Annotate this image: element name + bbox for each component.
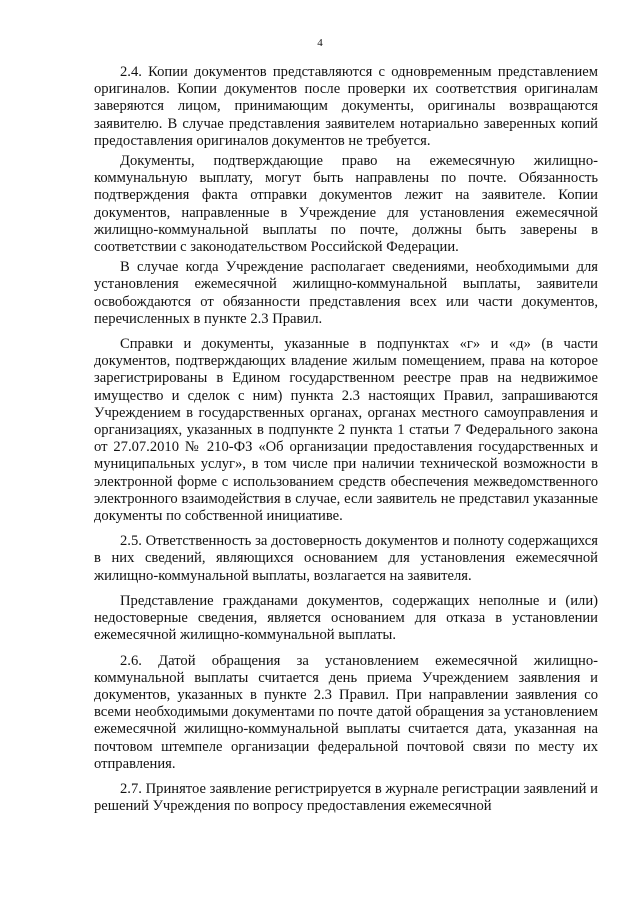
paragraph-2-5: 2.5. Ответственность за достоверность документов и полноту содержащихся в них сведений, являющихся основанием для установления ежемесячной жилищно-коммунальной выплаты, возлагается на заявителя. (94, 533, 598, 584)
page-number: 4 (317, 37, 323, 49)
paragraph-2-7: 2.7. Принятое заявление регистрируется в журнале регистрации заявлений и решений Учреждения по вопросу предоставления ежемесячной (94, 780, 598, 815)
paragraph-incomplete-info: Представление гражданами документов, содержащих неполные и (или) недостоверные сведения, является основанием для отказа в установлении ежемесячной жилищно-коммунальной выплаты. (94, 592, 598, 644)
paragraph-institution-has-info: В случае когда Учреждение располагает сведениями, необходимыми для установления ежемесячной жилищно-коммунальной выплаты, заявители освобождаются от обязанности представления всех или части документов, перечисленных в пункте 2.3 Правил. (94, 259, 598, 327)
document-body (94, 64, 598, 823)
paragraph-documents-by-mail: Документы, подтверждающие право на ежемесячную жилищно-коммунальную выплату, могут быть направлены по почте. Обязанность подтверждения факта отправки документов лежит на заявителе. Копии документов, направленные в Учреждение для установления ежемесячной жилищно-коммунальной выплаты по почте, должны быть заверены в соответствии с законодательством Российской Федерации. (94, 153, 598, 256)
paragraph-2-4: 2.4. Копии документов представляются с одновременным представлением оригиналов. Копии документов после проверки их соответствия оригиналам заверяются лицом, принимающим документы, оригиналы возвращаются заявителю. В случае представления заявителем нотариально заверенных копий предоставления оригиналов документов не требуется. (94, 64, 598, 149)
paragraph-certificates-requested: Справки и документы, указанные в подпунктах «г» и «д» (в части документов, подтверждающих владение жилым помещением, права на которое зарегистрированы в Едином государственном реестре прав на недвижимое имущество и сделок с ним) пункта 2.3 настоящих Правил, запрашиваются Учреждением в государственных органах, органах местного самоуправления и организациях, указанных в подпункте 2 пункта 1 статьи 7 Федерального закона от 27.07.2010 № 210-ФЗ «Об организации предоставления государственных и муниципальных услуг», в том числе при наличии технической возможности в электронной форме с использованием средств обеспечения межведомственного электронного взаимодействия в случае, если заявитель не представил указанные документы по собственной инициативе. (94, 336, 598, 525)
paragraph-2-6: 2.6. Датой обращения за установлением ежемесячной жилищно-коммунальной выплаты считается день приема Учреждением заявления и документов, указанных в пункте 2.3 Правил. При направлении заявления со всеми необходимыми документами по почте датой обращения за установлением ежемесячной жилищно-коммунальной выплаты считается дата, указанная на почтовом штемпеле организации федеральной почтовой связи по месту их отправления. (94, 652, 598, 772)
